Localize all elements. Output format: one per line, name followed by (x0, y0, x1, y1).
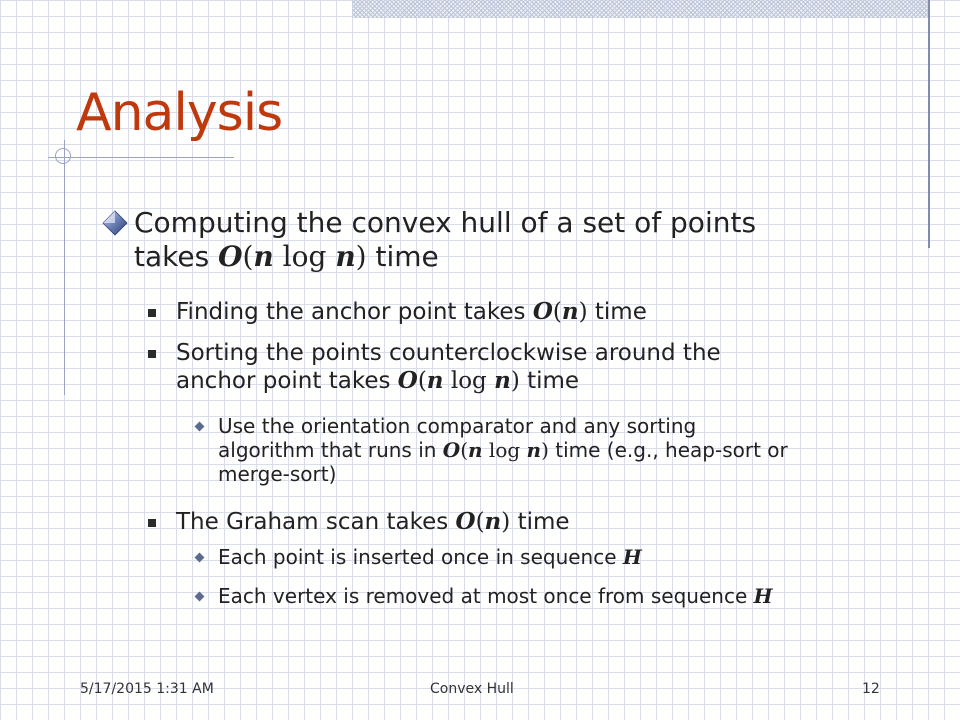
sub-bullet-prefix: anchor point takes (176, 368, 398, 394)
math-n2: n (335, 240, 356, 273)
sub-sub-bullet-text: Each vertex is removed at most once from sequence (218, 584, 754, 608)
math-n: n (468, 438, 483, 462)
math-n: n (426, 367, 444, 394)
math-n: n (561, 298, 579, 325)
math-paren-open: ( (417, 368, 427, 394)
math-O: O (532, 298, 553, 325)
math-paren-close: ) (541, 438, 549, 462)
main-bullet (134, 206, 894, 274)
main-bullet-suffix: time (366, 240, 439, 273)
math-n2: n (494, 367, 511, 394)
sub-bullet-text: Finding the anchor point takes (176, 299, 533, 325)
sub-sub-bullet-line1: Use the orientation comparator and any sorting (218, 414, 697, 438)
square-bullet-icon (148, 350, 156, 358)
sub-bullet-suffix: time (519, 368, 580, 394)
sub-sub-bullet-prefix: algorithm that runs in (218, 438, 443, 462)
sub-bullet-suffix: time (510, 509, 570, 535)
sub-bullet-graham (176, 508, 866, 536)
sub-bullet-line2 (176, 367, 866, 395)
sub-bullet-sorting (176, 339, 866, 395)
sub-bullet-line1: Sorting the points counterclockwise around the (176, 340, 721, 366)
math-paren-close: ) (578, 299, 588, 325)
square-bullet-icon (148, 519, 156, 527)
footer-page-number: 12 (862, 681, 880, 697)
math-paren-close: ) (501, 509, 511, 535)
slide-title: Analysis (76, 83, 283, 143)
math-log: log (443, 368, 495, 394)
footer-title: Convex Hull (430, 681, 514, 697)
math-paren-close: ) (510, 368, 520, 394)
sub-bullet-suffix: time (587, 299, 647, 325)
sub-sub-bullet-text: Each point is inserted once in sequence (218, 545, 623, 569)
sub-bullet-text: The Graham scan takes (176, 509, 456, 535)
footer-date: 5/17/2015 1:31 AM (80, 681, 214, 697)
math-O: O (218, 240, 243, 273)
small-diamond-bullet-icon (195, 592, 205, 602)
math-H: H (622, 545, 642, 569)
math-O: O (455, 508, 476, 535)
math-log: log (273, 240, 336, 273)
small-diamond-bullet-icon (195, 553, 205, 563)
math-H: H (753, 584, 773, 608)
sub-bullet-anchor (176, 298, 866, 326)
math-n: n (484, 508, 502, 535)
sub-sub-bullet-removed (218, 584, 898, 608)
math-log: log (482, 438, 527, 462)
math-paren-open: ( (460, 438, 469, 462)
sub-sub-bullet-line2 (218, 438, 898, 462)
diamond-bullet-icon (102, 210, 128, 236)
sub-sub-bullet-inserted (218, 545, 898, 569)
main-bullet-line2 (134, 240, 894, 274)
math-n: n (253, 240, 274, 273)
math-paren-open: ( (552, 299, 562, 325)
math-paren-open: ( (242, 240, 254, 273)
math-O: O (397, 367, 418, 394)
main-bullet-prefix: takes (134, 240, 219, 273)
main-bullet-line1: Computing the convex hull of a set of points (134, 206, 757, 239)
math-n2: n (526, 438, 542, 462)
math-paren-open: ( (475, 509, 485, 535)
sub-sub-bullet-suffix: time (e.g., heap-sort or (548, 438, 788, 462)
square-bullet-icon (148, 309, 156, 317)
math-O: O (442, 438, 461, 462)
small-diamond-bullet-icon (195, 422, 205, 432)
sub-sub-bullet-line3: merge-sort) (218, 462, 337, 486)
math-paren-close: ) (355, 240, 367, 273)
sub-sub-bullet-comparator (218, 414, 898, 486)
